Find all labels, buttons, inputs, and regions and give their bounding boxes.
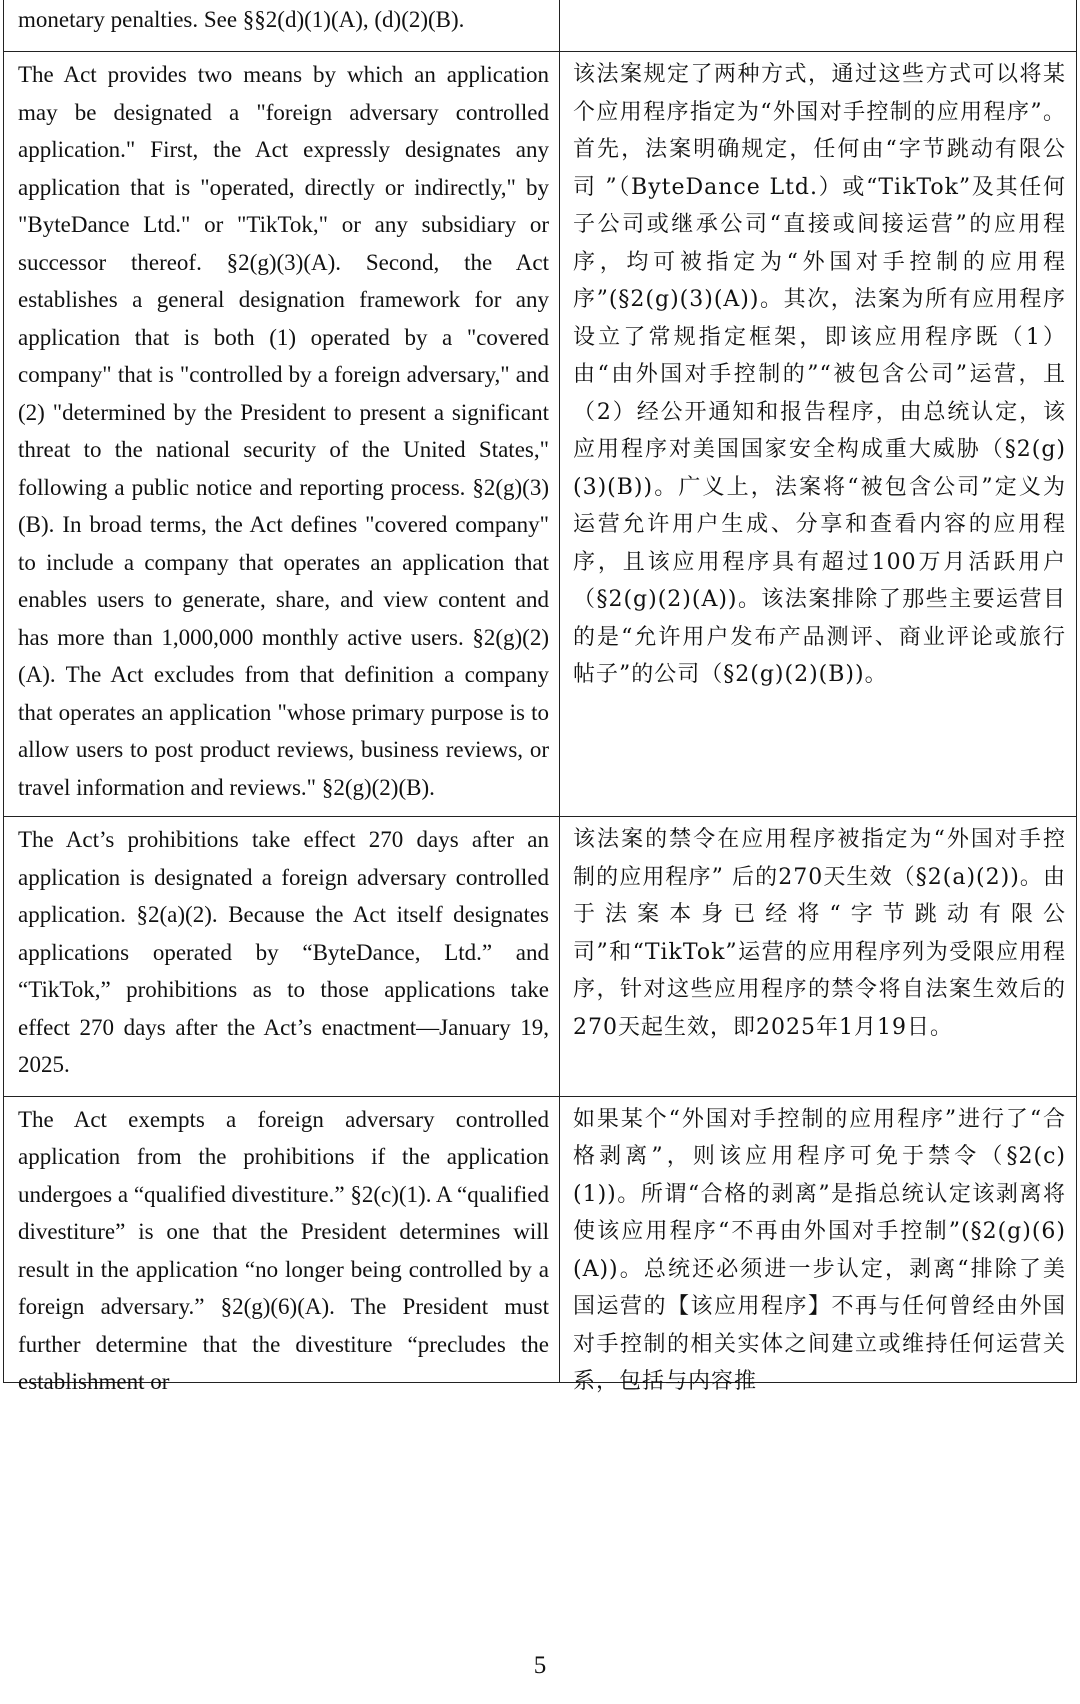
english-cell bbox=[4, 0, 560, 52]
english-text: The Act’s prohibitions take effect 270 days after an application is designated a foreign adversary controlled application. §2(a)(2). Because the Act itself designates applications operated by “ByteDance, Ltd.” and “TikTok,” prohibitions as to those applications take effect 270 days after the Act’s enactment—January 19, 2025. bbox=[18, 827, 549, 1077]
english-cell bbox=[4, 1096, 560, 1394]
english-text: The Act provides two means by which an application may be designated a "foreign adversary controlled application." First, the Act expressly designates any application that is "operated, directly or indirectly," by "ByteDance Ltd." or "TikTok," or any subsidiary or successor thereof. §2(g)(3)(A). Second, the Act establishes a general designation framework for any application that is both (1) operated by a "covered company" that is "controlled by a foreign adversary," and (2) "determined by the President to present a significant threat to the national security of the United States," following a public notice and reporting process. §2(g)(3)(B). In broad terms, the Act defines "covered company" to include a company that operates an application that enables users to generate, share, and view content and has more than 1,000,000 monthly active users. §2(g)(2)(A). The Act excludes from that definition a company that operates an application "whose primary purpose is to allow users to post product reviews, business reviews, or travel information and reviews." §2(g)(2)(B). bbox=[18, 62, 549, 800]
chinese-cell bbox=[560, 0, 1077, 52]
page-number: 5 bbox=[533, 1652, 547, 1679]
chinese-cell bbox=[560, 1096, 1077, 1394]
table-row bbox=[4, 52, 1077, 817]
english-text: The Act exempts a foreign adversary controlled application from the prohibitions if the application undergoes a “qualified divestiture.” §2(c)(1). A “qualified divestiture” is one that the President determines will result in the application “no longer being controlled by a foreign adversary.” §2(g)(6)(A). The President must further determine that the divestiture “precludes the establishment or bbox=[18, 1106, 549, 1394]
chinese-text: 该法案的禁令在应用程序被指定为“外国对手控制的应用程序” 后的270天生效（§2(a)(2))。由于法案本身已经将“字节跳动有限公司”和“TikTok”运营的应用程序列为受限应用程序，针对这些应用程序的禁令将自法案生效后的270天起生效，即2025年1月19日。 bbox=[573, 827, 1066, 1040]
chinese-text: 该法案规定了两种方式，通过这些方式可以将某个应用程序指定为“外国对手控制的应用程序”。首先，法案明确规定，任何由“字节跳动有限公司 ”（ByteDance Ltd.）或“TikTok”及其任何子公司或继承公司“直接或间接运营”的应用程序，均可被指定为“外国对手控制的应用程序”(§2(g)(3)(A))。其次，法案为所有应用程序设立了常规指定框架，即该应用程序既（1）由“由外国对手控制的”“被包含公司”运营，且（2）经公开通知和报告程序，由总统认定，该应用程序对美国国家安全构成重大威胁（§2(g)(3)(B))。广义上，法案将“被包含公司”定义为运营允许用户生成、分享和查看内容的应用程序，且该应用程序具有超过100万月活跃用户（§2(g)(2)(A))。该法案排除了那些主要运营目的是“允许用户发布产品测评、商业评论或旅行帖子”的公司（§2(g)(2)(B))。 bbox=[573, 62, 1066, 687]
table-row bbox=[4, 817, 1077, 1097]
english-cell bbox=[4, 817, 560, 1097]
english-text: monetary penalties. See §§2(d)(1)(A), (d)(2)(B). bbox=[18, 7, 465, 32]
chinese-text: 如果某个“外国对手控制的应用程序”进行了“合格剥离”，则该应用程序可免于禁令（§2(c)(1))。所谓“合格的剥离”是指总统认定该剥离将使该应用程序“不再由外国对手控制”(§2(g)(6)(A))。总统还必须进一步认定，剥离“排除了美国运营的【该应用程序】不再与任何曾经由外国对手控制的相关实体之间建立或维持任何运营关系，包括与内容推 bbox=[573, 1106, 1066, 1394]
table-row bbox=[4, 1096, 1077, 1382]
bilingual-translation-table bbox=[3, 0, 1077, 1394]
chinese-cell bbox=[560, 817, 1077, 1097]
chinese-cell bbox=[560, 52, 1077, 817]
table-row bbox=[4, 0, 1077, 52]
english-cell bbox=[4, 52, 560, 817]
